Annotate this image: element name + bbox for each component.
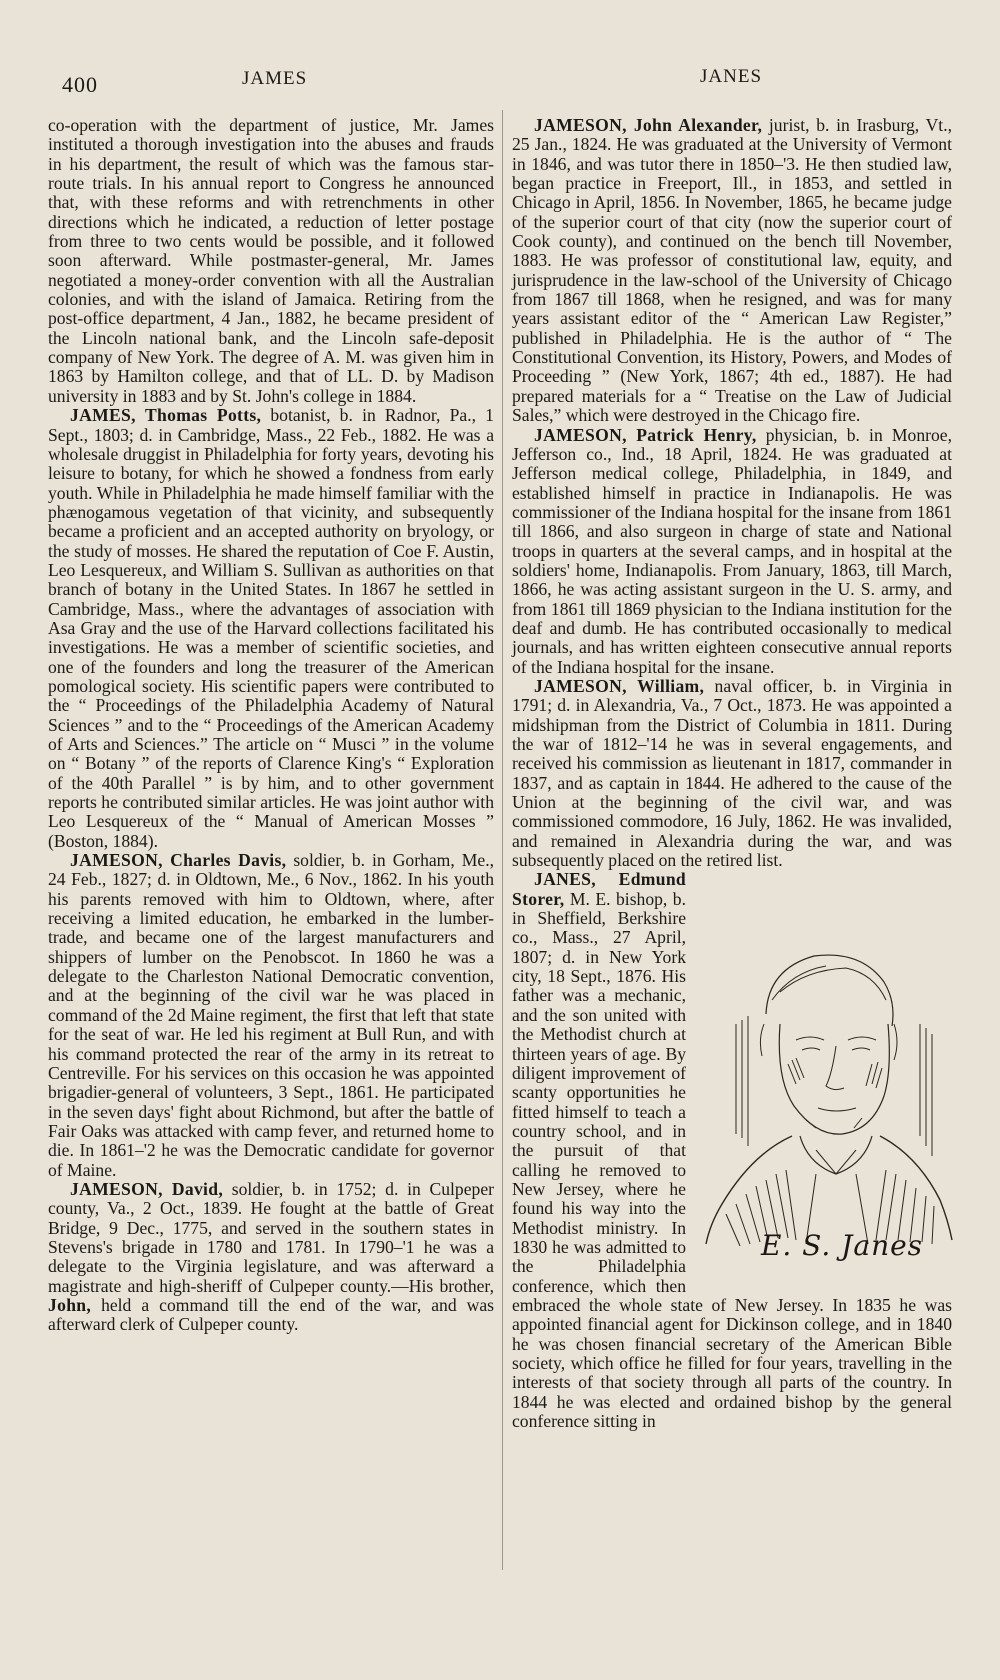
entry-name: JAMES, Thomas Potts, (70, 405, 262, 426)
entry-james-thomas (48, 406, 494, 851)
entry-text: jurist, b. in Irasburg, Vt., 25 Jan., 1824. He was graduated at the University of Vermont in 1846, and was tutor there in 1850–'3. He then studied law, began practice in Freeport, Ill., in 1853, and settled in Chicago in April, 1856. In November, 1865, he became judge of the superior court of that city (now the superior court of Cook county), and continued on the bench till November, 1883. He was professor of constitutional law, equity, and jurisprudence in the law-school of the University of Chicago from 1867 till 1868, when he resigned, and was for many years assistant editor of the “ American Law Register,” published in Philadelphia. He is the author of “ The Constitutional Convention, its History, Powers, and Modes of Proceeding ” (New York, 1867; 4th ed., 1887). He had prepared materials for a “ Treatise on the Law of Judicial Sales,” which were destroyed in the Chicago fire. (512, 115, 952, 426)
entry-jameson-patrick (512, 426, 952, 677)
entry-text: soldier, b. in Gorham, Me., 24 Feb., 1827; d. in Oldtown, Me., 6 Nov., 1862. In his youth his parents removed with him to Oldtown, where, after receiving a limited education, he embarked in the lumber-trade, and became one of the largest manufacturers and shippers of lumber on the Penobscot. In 1860 he was a delegate to the Charleston National Democratic convention, and at the beginning of the civil war he was placed in command of the 2d Maine regiment, the first that left that state for the seat of war. He led his regiment at Bull Run, and with his command protected the rear of the army in its retreat to Centreville. For his services on this occasion he was appointed brigadier-general of volunteers, 3 Sept., 1861. He participated in the seven days' fight about Richmond, but after the battle of Fair Oaks was attacked with camp fever, and returned home to die. In 1861–'2 he was the Democratic candidate for governor of Maine. (48, 850, 494, 1180)
engraved-portrait-icon (696, 874, 958, 1284)
entry-text-end: held a command till the end of the war, and was afterward clerk of Culpeper county. (48, 1294, 494, 1335)
entry-name: JAMESON, David, (70, 1178, 224, 1199)
column-divider (502, 110, 503, 1570)
right-column (512, 116, 952, 1431)
entry-text: M. E. bishop, b. in Sheffield, Berkshire co., Mass., 27 April, 1807; d. in New York city, 18 Sept., 1876. His father was a mechanic, and the son united with the Methodist church at thirteen years of age. By diligent improvement of scanty opportunities he fitted himself to teach a country school, and in the pursuit of that calling he removed to New Jersey, where he found his way into the Methodist ministry. In 1830 he was admitted to the Philadelphia conference, which then embraced the whole state of New Jersey. In 1835 he was appointed financial agent for Dickinson college, and in 1840 he was chosen financial secretary of the American Bible society, which office he filled for four years, travelling in the interests of that society through all parts of the country. In 1844 he was elected and ordained bishop by the general conference sitting in (512, 888, 952, 1432)
entry-jameson-john (512, 116, 952, 426)
running-head-left: JAMES (242, 68, 308, 89)
entry-text: physician, b. in Monroe, Jefferson co., Ind., 18 April, 1824. He was graduated at Jefferson medical college, Philadelphia, in 1849, and established himself in practice in Indianapolis. He was commissioner of the Indiana hospital for the insane from 1861 till 1866, and also surgeon in charge of state and National troops in quarters at the several camps, and in hospital at the soldiers' home, Indianapolis. From January, 1863, till March, 1866, he was acting assistant surgeon in the U. S. army, and from 1861 till 1869 physician to the Indiana institution for the deaf and dumb. He has contributed occasionally to medical journals, and has written eighteen consecutive annual reports of the Indiana hospital for the insane. (512, 424, 952, 677)
page-header (0, 60, 1000, 100)
portrait-figure (696, 874, 958, 1284)
signature-caption: E. S. Janes (760, 1229, 924, 1263)
inline-name-john: John, (48, 1294, 92, 1315)
entry-name: JAMESON, Patrick Henry, (534, 424, 757, 445)
continued-paragraph: co-operation with the department of justice, Mr. James instituted a thorough investigation into the abuses and frauds in his department, the result of which was the famous star-route trials. In his annual report to Congress he announced that, with these reforms and with retrenchments in other directions which he indicated, a reduction of letter postage from three to two cents would be possible, and it followed soon afterward. While postmaster-general, Mr. James negotiated a money-order convention with all the Australian colonies, and with the island of Jamaica. Retiring from the post-office department, 4 Jan., 1882, he became president of the Lincoln national bank, and the Lincoln safe-deposit company of New York. The degree of A. M. was given him in 1863 by Hamilton college, and that of LL. D. by Madison university in 1883 and by St. John's college in 1884. (48, 115, 494, 406)
entry-name: JANES, Edmund Storer, (512, 869, 686, 909)
entry-jameson-david (48, 1180, 494, 1335)
page-number: 400 (62, 72, 98, 97)
running-head-right: JANES (700, 66, 763, 87)
entry-name: JAMESON, Charles Davis, (70, 850, 287, 871)
entry-text: naval officer, b. in Virginia in 1791; d. in Alexandria, Va., 7 Oct., 1873. He was appointed a midshipman from the District of Columbia in 1811. During the war of 1812–'14 he was in several engagements, and received his commission as lieutenant in 1817, commander in 1837, and as captain in 1844. He adhered to the cause of the Union at the beginning of the civil war, and was commissioned commodore, 16 July, 1862. He was invalided, and remained in Alexandria during the war, and was subsequently placed on the retired list. (512, 675, 952, 871)
entry-jameson-william (512, 677, 952, 870)
entry-jameson-charles (48, 851, 494, 1180)
entry-text: soldier, b. in 1752; d. in Culpeper county, Va., 2 Oct., 1839. He fought at the battle of Great Bridge, 9 Dec., 1775, and served in the southern states in Stevens's brigade in 1780 and 1781. In 1790–'1 he was a delegate to the Virginia legislature, and was afterward a magistrate and high-sheriff of Culpeper county.—His brother, (48, 1178, 494, 1296)
entry-name: JAMESON, William, (534, 675, 705, 696)
left-column (48, 116, 494, 1335)
entry-text: botanist, b. in Radnor, Pa., 1 Sept., 1803; d. in Cambridge, Mass., 22 Feb., 1882. He was a wholesale druggist in Philadelphia for forty years, devoting his leisure to botany, for which he showed a fondness from early youth. While in Philadelphia he made himself familiar with the phænogamous vegetation of that vicinity, and subsequently became a proficient and an accepted authority on bryology, or the study of mosses. He shared the reputation of Coe F. Austin, Leo Lesquereux, and William S. Sullivan as authorities on that branch of botany in the United States. In 1867 he settled in Cambridge, Mass., where the advantages of association with Asa Gray and the use of the Harvard collections facilitated his investigations. He was a member of scientific societies, and one of the founders and long the treasurer of the American pomological society. His scientific papers were contributed to the “ Proceedings of the Philadelphia Academy of Natural Sciences ” and to the “ Proceedings of the American Academy of Arts and Sciences.” The article on “ Musci ” in the volume on “ Botany ” of the reports of Clarence King's “ Exploration of the 40th Parallel ” is by him, and to other government reports he contributed similar articles. He was joint author with Leo Lesquereux of the “ Manual of American Mosses ” (Boston, 1884). (48, 405, 494, 851)
entry-name: JAMESON, John Alexander, (534, 115, 763, 135)
